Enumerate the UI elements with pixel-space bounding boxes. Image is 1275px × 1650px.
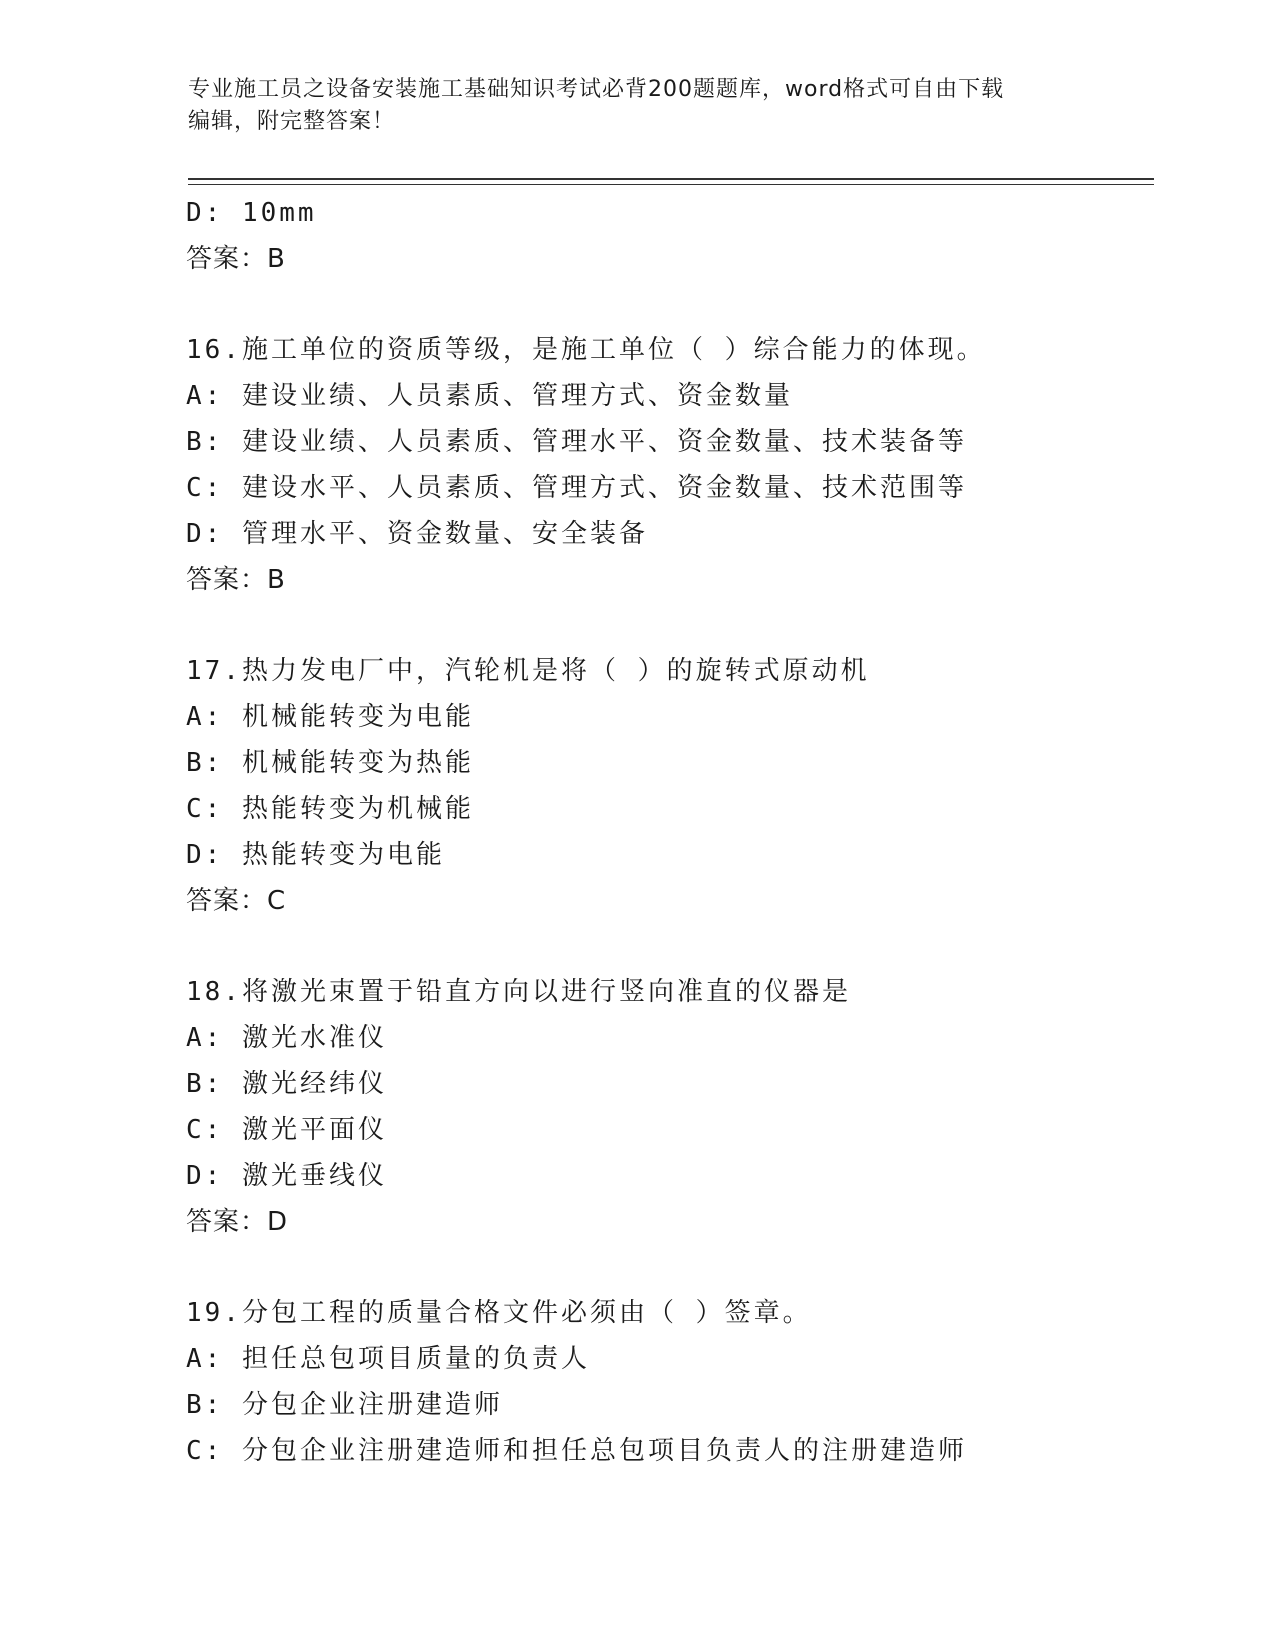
option-a: A: 机械能转变为电能: [186, 702, 474, 732]
question-stem: 17.热力发电厂中，汽轮机是将（ ）的旋转式原动机: [186, 656, 870, 686]
question-19: [186, 1290, 1166, 1474]
question-list: [186, 190, 1166, 1474]
option-d: D: 10mm: [186, 198, 317, 228]
answer-line: 答案：C: [186, 886, 287, 916]
option-a: A: 担任总包项目质量的负责人: [186, 1344, 590, 1374]
previous-question-tail: [186, 190, 1166, 282]
header-divider-thick: [188, 178, 1154, 180]
header-title-line-2: 编辑，附完整答案！: [188, 109, 396, 134]
option-d: D: 管理水平、资金数量、安全装备: [186, 519, 648, 549]
option-b: B: 分包企业注册建造师: [186, 1390, 503, 1420]
option-d: D: 激光垂线仪: [186, 1161, 387, 1191]
option-c: C: 分包企业注册建造师和担任总包项目负责人的注册建造师: [186, 1436, 967, 1466]
option-b: B: 建设业绩、人员素质、管理水平、资金数量、技术装备等: [186, 427, 967, 457]
question-18: [186, 969, 1166, 1245]
option-d: D: 热能转变为电能: [186, 840, 445, 870]
option-c: C: 热能转变为机械能: [186, 794, 474, 824]
question-16: [186, 327, 1166, 603]
answer-line: 答案：D: [186, 1207, 289, 1237]
header-divider-thin: [188, 184, 1154, 185]
question-stem: 19.分包工程的质量合格文件必须由（ ）签章。: [186, 1298, 812, 1328]
question-stem: 16.施工单位的资质等级，是施工单位（ ）综合能力的体现。: [186, 335, 986, 365]
question-17: [186, 648, 1166, 924]
option-c: C: 建设水平、人员素质、管理方式、资金数量、技术范围等: [186, 473, 967, 503]
answer-line: 答案：B: [186, 565, 286, 595]
option-a: A: 激光水准仪: [186, 1023, 387, 1053]
option-b: B: 激光经纬仪: [186, 1069, 387, 1099]
option-b: B: 机械能转变为热能: [186, 748, 474, 778]
document-header: [188, 74, 1068, 138]
question-stem: 18.将激光束置于铅直方向以进行竖向准直的仪器是: [186, 977, 851, 1007]
option-a: A: 建设业绩、人员素质、管理方式、资金数量: [186, 381, 793, 411]
option-c: C: 激光平面仪: [186, 1115, 387, 1145]
header-title-line-1: 专业施工员之设备安装施工基础知识考试必背200题题库，word格式可自由下载: [188, 77, 1005, 102]
answer-line: 答案：B: [186, 244, 286, 274]
